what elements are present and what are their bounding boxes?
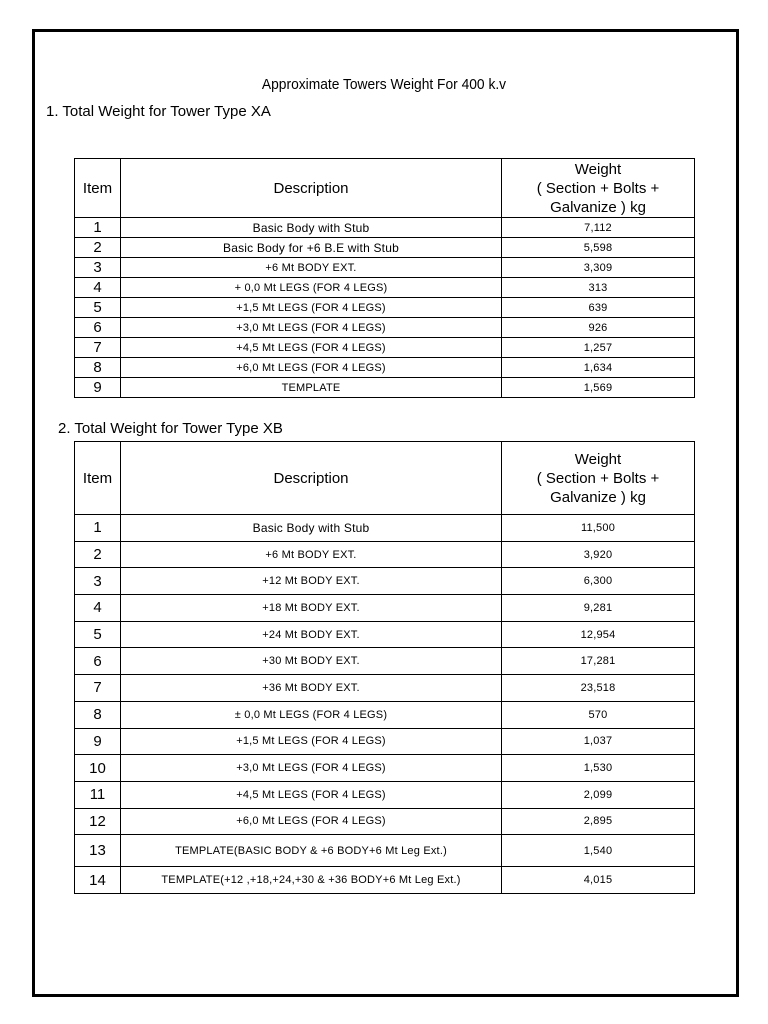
table-row <box>75 808 695 835</box>
item-description: +3,0 Mt LEGS (FOR 4 LEGS) <box>121 318 502 338</box>
table-row <box>75 278 695 298</box>
item-number: 2 <box>75 238 121 258</box>
table-row <box>75 258 695 278</box>
item-weight: 17,281 <box>502 648 695 675</box>
item-number: 10 <box>75 755 121 782</box>
item-description: +3,0 Mt LEGS (FOR 4 LEGS) <box>121 755 502 782</box>
header-weight <box>502 442 695 515</box>
item-number: 9 <box>75 378 121 398</box>
weight-table-xb <box>74 441 695 894</box>
item-weight: 3,309 <box>502 258 695 278</box>
table-row <box>75 595 695 622</box>
table-row <box>75 621 695 648</box>
table-row <box>75 238 695 258</box>
table-row <box>75 541 695 568</box>
item-number: 8 <box>75 358 121 378</box>
table-row <box>75 728 695 755</box>
item-weight: 6,300 <box>502 568 695 595</box>
table-row <box>75 755 695 782</box>
document-title: Approximate Towers Weight For 400 k.v <box>261 76 507 93</box>
table-header-row <box>75 442 695 515</box>
item-weight: 1,540 <box>502 835 695 867</box>
item-description: +24 Mt BODY EXT. <box>121 621 502 648</box>
header-description: Description <box>121 159 502 218</box>
item-weight: 1,037 <box>502 728 695 755</box>
item-weight: 7,112 <box>502 218 695 238</box>
section-heading-xa: 1. Total Weight for Tower Type XA <box>46 103 271 120</box>
item-description: +12 Mt BODY EXT. <box>121 568 502 595</box>
item-weight: 11,500 <box>502 515 695 542</box>
item-weight: 639 <box>502 298 695 318</box>
item-weight: 5,598 <box>502 238 695 258</box>
table-row <box>75 568 695 595</box>
table-row <box>75 701 695 728</box>
header-weight <box>502 159 695 218</box>
item-number: 11 <box>75 781 121 808</box>
item-weight: 23,518 <box>502 675 695 702</box>
item-number: 6 <box>75 648 121 675</box>
item-weight: 12,954 <box>502 621 695 648</box>
item-weight: 570 <box>502 701 695 728</box>
item-description: +1,5 Mt LEGS (FOR 4 LEGS) <box>121 298 502 318</box>
item-description: TEMPLATE <box>121 378 502 398</box>
item-number: 13 <box>75 835 121 867</box>
item-weight: 3,920 <box>502 541 695 568</box>
header-item: Item <box>75 442 121 515</box>
item-description: +6,0 Mt LEGS (FOR 4 LEGS) <box>121 808 502 835</box>
item-number: 2 <box>75 541 121 568</box>
table-row <box>75 318 695 338</box>
item-weight: 1,257 <box>502 338 695 358</box>
item-number: 5 <box>75 298 121 318</box>
header-item: Item <box>75 159 121 218</box>
item-number: 3 <box>75 258 121 278</box>
table-row <box>75 298 695 318</box>
item-number: 1 <box>75 515 121 542</box>
item-number: 7 <box>75 675 121 702</box>
item-description: ± 0,0 Mt LEGS (FOR 4 LEGS) <box>121 701 502 728</box>
header-weight-line1: Weight <box>574 450 622 468</box>
item-number: 1 <box>75 218 121 238</box>
item-description: Basic Body with Stub <box>121 218 502 238</box>
item-weight: 4,015 <box>502 867 695 894</box>
item-description: + 0,0 Mt LEGS (FOR 4 LEGS) <box>121 278 502 298</box>
table-row <box>75 378 695 398</box>
item-weight: 926 <box>502 318 695 338</box>
item-weight: 1,569 <box>502 378 695 398</box>
header-weight-line1: Weight <box>574 160 622 178</box>
item-description: +30 Mt BODY EXT. <box>121 648 502 675</box>
item-description: Basic Body with Stub <box>121 515 502 542</box>
item-number: 6 <box>75 318 121 338</box>
item-description: +6 Mt BODY EXT. <box>121 541 502 568</box>
item-weight: 313 <box>502 278 695 298</box>
table-row <box>75 675 695 702</box>
item-weight: 2,099 <box>502 781 695 808</box>
item-number: 7 <box>75 338 121 358</box>
header-weight-line2: ( Section + Bolts + <box>536 469 660 487</box>
header-weight-line3: Galvanize ) kg <box>550 488 646 506</box>
table-row <box>75 358 695 378</box>
table-row <box>75 867 695 894</box>
item-description: TEMPLATE(BASIC BODY & +6 BODY+6 Mt Leg Ext.) <box>121 835 502 867</box>
item-number: 5 <box>75 621 121 648</box>
item-description: +6,0 Mt LEGS (FOR 4 LEGS) <box>121 358 502 378</box>
item-description: +6 Mt BODY EXT. <box>121 258 502 278</box>
item-number: 8 <box>75 701 121 728</box>
item-number: 14 <box>75 867 121 894</box>
item-description: +4,5 Mt LEGS (FOR 4 LEGS) <box>121 338 502 358</box>
item-number: 12 <box>75 808 121 835</box>
table-row <box>75 648 695 675</box>
table-row <box>75 835 695 867</box>
header-weight-line3: Galvanize ) kg <box>550 198 646 216</box>
header-description: Description <box>121 442 502 515</box>
item-weight: 1,530 <box>502 755 695 782</box>
item-description: +1,5 Mt LEGS (FOR 4 LEGS) <box>121 728 502 755</box>
item-number: 4 <box>75 278 121 298</box>
item-description: +4,5 Mt LEGS (FOR 4 LEGS) <box>121 781 502 808</box>
table-row <box>75 515 695 542</box>
item-description: +18 Mt BODY EXT. <box>121 595 502 622</box>
item-number: 3 <box>75 568 121 595</box>
table-header-row <box>75 159 695 218</box>
item-weight: 9,281 <box>502 595 695 622</box>
table-row <box>75 218 695 238</box>
item-description: +36 Mt BODY EXT. <box>121 675 502 702</box>
section-heading-xb: 2. Total Weight for Tower Type XB <box>58 420 283 437</box>
item-description: TEMPLATE(+12 ,+18,+24,+30 & +36 BODY+6 Mt Leg Ext.) <box>121 867 502 894</box>
weight-table-xa <box>74 158 695 398</box>
header-weight-line2: ( Section + Bolts + <box>536 179 660 197</box>
item-number: 9 <box>75 728 121 755</box>
item-description: Basic Body for +6 B.E with Stub <box>121 238 502 258</box>
table-row <box>75 781 695 808</box>
item-number: 4 <box>75 595 121 622</box>
item-weight: 1,634 <box>502 358 695 378</box>
table-row <box>75 338 695 358</box>
item-weight: 2,895 <box>502 808 695 835</box>
